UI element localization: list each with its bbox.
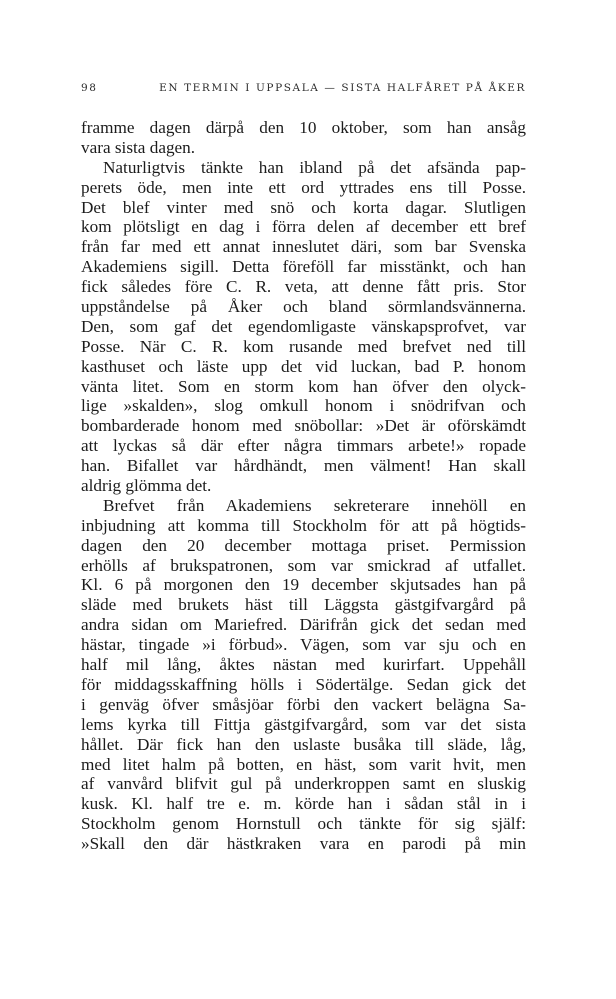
text-line: Posse. När C. R. kom rusande med brefvet ned till <box>81 336 526 356</box>
text-line: från far med ett annat inneslutet däri, som bar Svenska <box>81 237 526 257</box>
text-line: inbjudning att komma till Stockholm för att på högtids- <box>81 515 526 535</box>
text-line: kom plötsligt en dag i förra delen af december ett bref <box>81 217 526 237</box>
paragraph-first-line: Naturligtvis tänkte han ibland på det afsända pap- <box>103 157 526 177</box>
text-line: bombarderade honom med snöbollar: »Det är oförskämdt <box>81 416 526 436</box>
paragraph-first-line: Brefvet från Akademiens sekreterare innehöll en <box>103 495 526 515</box>
text-line: vänta litet. Som en storm kom han öfver den olyck- <box>81 376 526 396</box>
running-header <box>81 80 526 96</box>
text-line: andra sidan om Mariefred. Därifrån gick det sedan med <box>81 615 526 635</box>
text-line: Den, som gaf det egendomligaste vänskapsprofvet, var <box>81 316 526 336</box>
running-title: EN TERMIN I UPPSALA — SISTA HALFÅRET PÅ ÅKER <box>159 82 526 94</box>
text-line: lige »skalden», slog omkull honom i snödrifvan och <box>81 396 526 416</box>
text-line: perets öde, men inte ett ord yttrades ens till Posse. <box>81 177 526 197</box>
body-text <box>81 118 526 854</box>
text-line: Kl. 6 på morgonen den 19 december skjutsades han på <box>81 575 526 595</box>
text-line: »Skall den där hästkraken vara en parodi på min <box>81 834 526 854</box>
text-line: släde med brukets häst till Läggsta gästgifvargård på <box>81 595 526 615</box>
text-line: för middagsskaffning hölls i Södertälge. Sedan gick det <box>81 674 526 694</box>
text-line: hästar, tingade »i förbud». Vägen, som var sju och en <box>81 635 526 655</box>
text-line: aldrig glömma det. <box>81 476 212 496</box>
text-line: kusk. Kl. half tre e. m. körde han i sådan stål in i <box>81 794 526 814</box>
text-line: erhölls af brukspatronen, som var smickrad af utfallet. <box>81 555 526 575</box>
text-line: Det blef vinter med snö och korta dagar. Slutligen <box>81 197 526 217</box>
text-line: af vanvård blifvit gul på underkroppen samt en sluskig <box>81 774 526 794</box>
text-line: Stockholm genom Hornstull och tänkte för sig själf: <box>81 814 526 834</box>
book-page <box>81 80 526 854</box>
text-line: hållet. Där fick han den uslaste busåka till släde, låg, <box>81 734 526 754</box>
text-line: framme dagen därpå den 10 oktober, som han ansåg <box>81 118 526 137</box>
text-line: half mil lång, åktes nästan med kurirfart. Uppehåll <box>81 655 526 675</box>
page-number: 98 <box>81 82 98 94</box>
text-line: lems kyrka till Fittja gästgifvargård, som var det sista <box>81 714 526 734</box>
text-line: kasthuset och läste upp det vid luckan, bad P. honom <box>81 356 526 376</box>
text-line: att lyckas så där efter några timmars arbete!» ropade <box>81 436 526 456</box>
text-line: Akademiens sigill. Detta föreföll far misstänkt, och han <box>81 257 526 277</box>
text-line: fick således före C. R. veta, att denne fått pris. Stor <box>81 277 526 297</box>
text-line: dagen den 20 december mottaga priset. Permission <box>81 535 526 555</box>
text-line: vara sista dagen. <box>81 137 196 157</box>
text-line: uppståndelse på Åker och bland sörmlandsvännerna. <box>81 297 526 317</box>
text-line: med litet halm på botten, en häst, som varit hvit, men <box>81 754 526 774</box>
text-line: i genväg öfver småsjöar förbi den vackert belägna Sa- <box>81 694 526 714</box>
text-line: han. Bifallet var hårdhändt, men välment! Han skall <box>81 456 526 476</box>
